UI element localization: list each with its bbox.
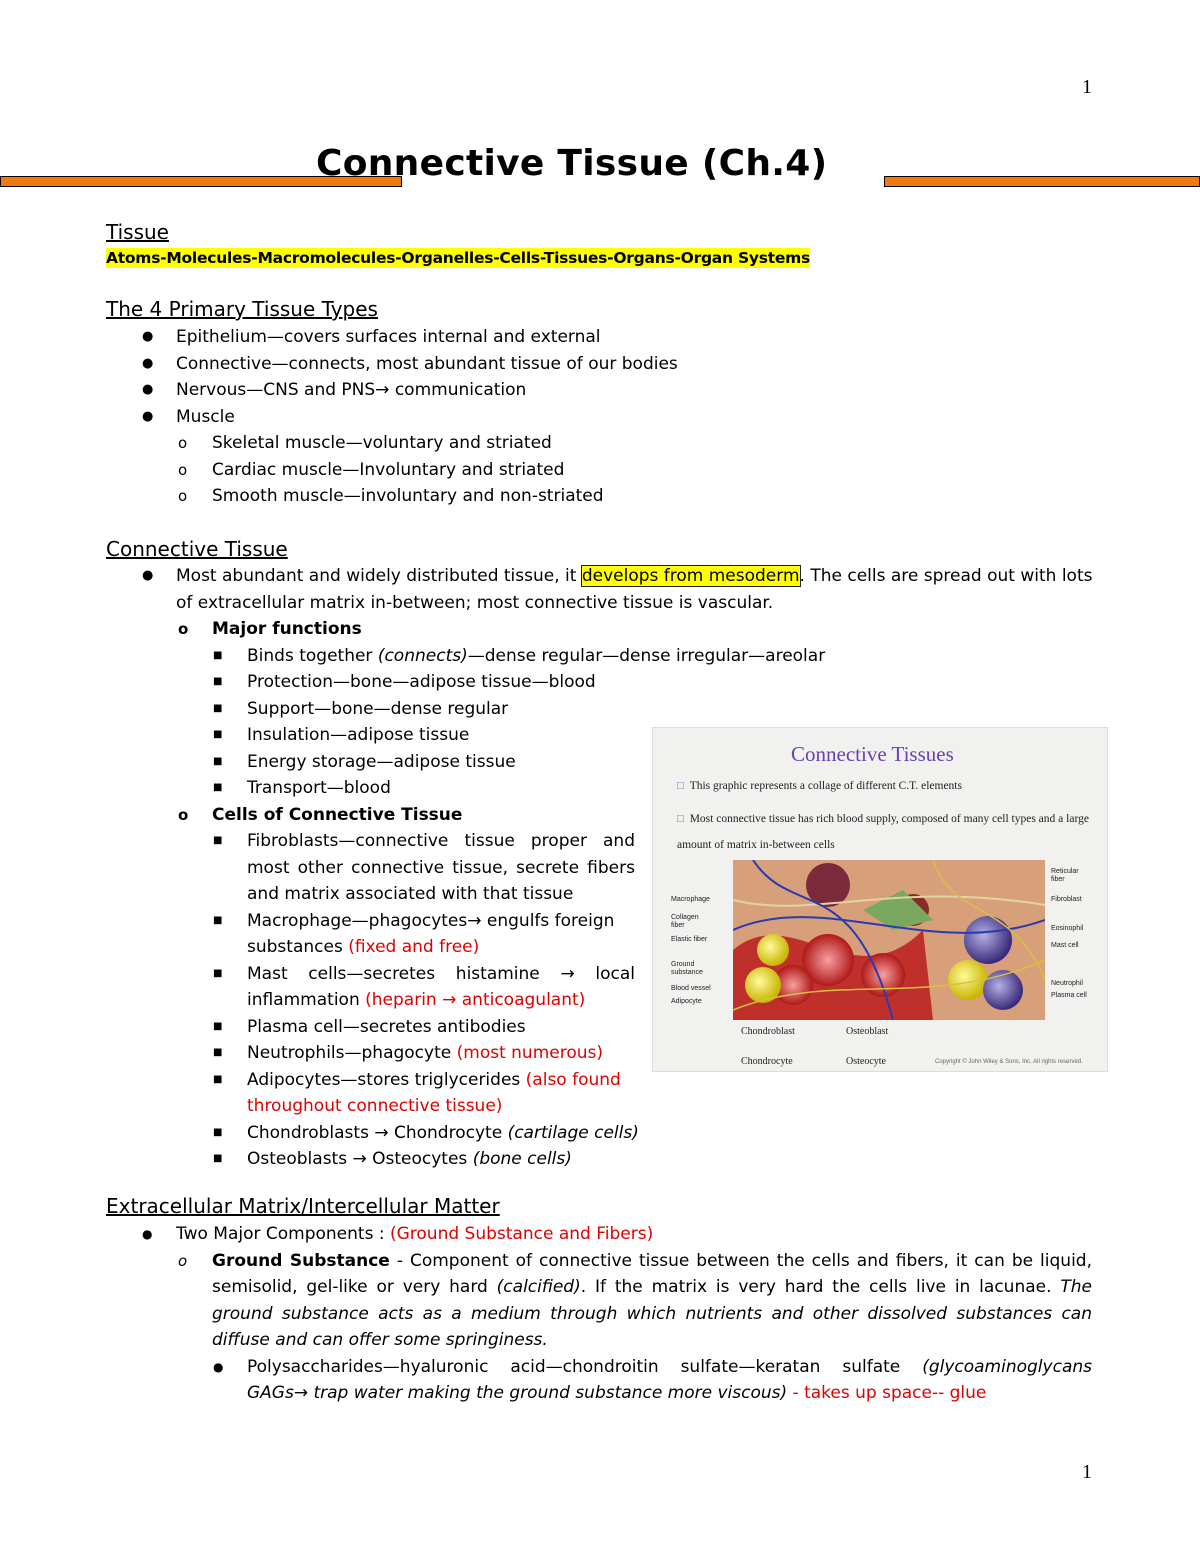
page-title: Connective Tissue (Ch.4)	[316, 143, 828, 184]
list-item: ■ Neutrophils—phagocyte (most numerous)	[247, 1040, 635, 1067]
header-page-number: 1	[1082, 76, 1092, 98]
square-bullet-icon: ■	[213, 1153, 223, 1164]
bullet-icon: ●	[142, 408, 154, 424]
label-chondroblast: Chondroblast	[741, 1026, 795, 1037]
tissue-collage-illustration	[733, 860, 1045, 1020]
circle-bullet-icon: o	[178, 620, 189, 638]
circle-bullet-icon: o	[178, 805, 189, 824]
label-plasma-cell: Plasma cell	[1051, 992, 1087, 999]
list-item: o Skeletal muscle—voluntary and striated	[212, 430, 1076, 457]
square-bullet-icon: ■	[213, 967, 223, 979]
list-item: ■ Osteoblasts → Osteocytes (bone cells)	[247, 1146, 707, 1173]
list-item: ● Epithelium—covers surfaces internal and external	[176, 324, 1076, 351]
primary-types-list	[142, 324, 1076, 510]
square-bullet-icon: ■	[213, 782, 223, 793]
square-bullet-icon: ■	[213, 914, 223, 926]
bullet-icon: ●	[142, 1227, 153, 1241]
figure-copyright: Copyright © John Wiley & Sons, Inc. All rights reserved.	[935, 1059, 1083, 1065]
title-rule-right	[884, 176, 1200, 187]
major-functions-label: Major functions	[212, 619, 362, 639]
square-bullet-icon: ■	[213, 702, 223, 714]
label-osteoblast: Osteoblast	[846, 1026, 889, 1037]
label-macrophage: Macrophage	[671, 896, 710, 903]
list-item: ■ Binds together (connects)—dense regular—dense irregular—areolar	[247, 643, 887, 670]
square-bullet-icon: ■	[213, 649, 223, 661]
square-bullet-icon: ■	[213, 1020, 223, 1032]
label-reticular: Reticular fiber	[1051, 868, 1079, 883]
list-item: ■ Adipocytes—stores triglycerides (also found throughout connective tissue)	[247, 1067, 635, 1120]
list-item: ■ Support—bone—dense regular	[247, 696, 887, 723]
bullet-icon: ●	[142, 329, 154, 344]
circle-bullet-icon: o	[178, 434, 188, 452]
highlight-mesoderm: develops from mesoderm	[581, 566, 800, 586]
ecm-heading: Extracellular Matrix/Intercellular Matter	[106, 1194, 500, 1218]
square-bullet-icon: ■	[213, 755, 223, 767]
list-item: ■ Protection—bone—adipose tissue—blood	[247, 669, 887, 696]
label-adipocyte: Adipocyte	[671, 998, 702, 1005]
square-bullet-icon: ■	[213, 676, 223, 687]
figure-title: Connective Tissues	[791, 742, 954, 766]
connective-tissue-figure	[652, 727, 1108, 1072]
bullet-icon: ●	[142, 382, 154, 397]
square-bullet-icon: ■	[213, 1047, 223, 1058]
list-item: o Cardiac muscle—Involuntary and striated	[212, 457, 1076, 484]
list-item: ■ Transport—blood	[247, 775, 887, 802]
primary-types-heading: The 4 Primary Tissue Types	[106, 297, 378, 321]
label-eosinophil: Eosinophil	[1051, 925, 1084, 932]
circle-bullet-icon: o	[178, 487, 188, 505]
label-ground-substance: Ground substance	[671, 961, 703, 976]
label-osteocyte: Osteocyte	[846, 1056, 886, 1067]
tissue-heading: Tissue	[106, 220, 169, 244]
list-item: ■ Mast cells—secretes histamine → local inflammation (heparin → anticoagulant)	[247, 961, 635, 1014]
square-bullet-icon: ■	[213, 729, 223, 740]
bullet-icon: ●	[213, 1359, 224, 1374]
figure-bullet-2: □ Most connective tissue has rich blood supply, composed of many cell types and a large amount of matrix in-between cells	[677, 813, 1089, 851]
label-mast-cell: Mast cell	[1051, 942, 1079, 949]
bullet-icon: ●	[142, 355, 154, 371]
list-item: ● Nervous—CNS and PNS→ communication	[176, 377, 1076, 404]
connective-intro: ● Most abundant and widely distributed tissue, it develops from mesoderm. The cells are spread out with lots of extracellular matrix in-between; most connective tissue is vascular.	[176, 563, 1096, 616]
hierarchy-text: Atoms-Molecules-Macromolecules-Organelles-Cells-Tissues-Organs-Organ Systems	[106, 249, 810, 267]
cells-label: Cells of Connective Tissue	[212, 804, 463, 825]
label-fibroblast: Fibroblast	[1051, 896, 1082, 903]
label-neutrophil: Neutrophil	[1051, 980, 1083, 987]
footer-page-number: 1	[1082, 1461, 1092, 1483]
list-item: ● Connective—connects, most abundant tissue of our bodies	[176, 351, 1076, 378]
figure-bullet-1: □ This graphic represents a collage of different C.T. elements	[677, 780, 962, 792]
list-item: ■ Macrophage—phagocytes→ engulfs foreign substances (fixed and free)	[247, 908, 635, 961]
label-chondrocyte: Chondrocyte	[741, 1056, 793, 1067]
polysaccharides-item: ● Polysaccharides—hyaluronic acid—chondroitin sulfate—keratan sulfate (glycoaminoglycans GAGs→ trap water making the ground substance more viscous) - takes up space-- glue	[247, 1354, 1092, 1407]
ground-substance-item: o Ground Substance - Component of connective tissue between the cells and fibers, it can be liquid, semisolid, gel-like or very hard (calcified). If the matrix is very hard the cells live in lacunae. The ground substance acts as a medium through which nutrients and other dissolved substances can diffuse and can offer some springiness.	[212, 1248, 1092, 1354]
circle-bullet-icon: o	[178, 460, 188, 479]
list-item: ■ Plasma cell—secretes antibodies	[247, 1014, 635, 1041]
bullet-icon: ●	[142, 568, 154, 583]
ecm-section: ● Two Major Components : (Ground Substance and Fibers) o Ground Substance - Component of connective tissue between the cells and fibers, it can be liquid, semisolid, gel-like or very hard (calcified). If the matrix is very hard the cells live in lacunae. The ground substance acts as a medium through which nutrients and other dissolved substances can diffuse and can offer some springiness. ● Polysaccharides—hyaluronic acid—chondroitin sulfate—keratan sulfate (glycoaminoglycans GAGs→ trap water making the ground substance more viscous) - takes up space-- glue	[176, 1221, 1096, 1407]
label-elastic: Elastic fiber	[671, 936, 708, 943]
list-item: ● Muscle	[176, 404, 1076, 431]
list-item: ■ Chondroblasts → Chondrocyte (cartilage cells)	[247, 1120, 707, 1147]
list-item: ■ Fibroblasts—connective tissue proper and most other connective tissue, secrete fibers and matrix associated with that tissue	[247, 828, 635, 908]
connective-heading: Connective Tissue	[106, 537, 288, 561]
list-item: ■ Insulation—adipose tissue	[247, 722, 887, 749]
list-item: ■ Energy storage—adipose tissue	[247, 749, 887, 776]
circle-bullet-icon: o	[178, 1251, 188, 1270]
label-collagen: Collagen fiber	[671, 914, 699, 929]
list-item: o Smooth muscle—involuntary and non-striated	[212, 483, 1076, 510]
square-bullet-icon: ■	[213, 1126, 223, 1138]
square-bullet-icon: ■	[213, 835, 223, 846]
label-blood-vessel: Blood vessel	[671, 985, 711, 992]
square-bullet-icon: ■	[213, 1073, 223, 1085]
